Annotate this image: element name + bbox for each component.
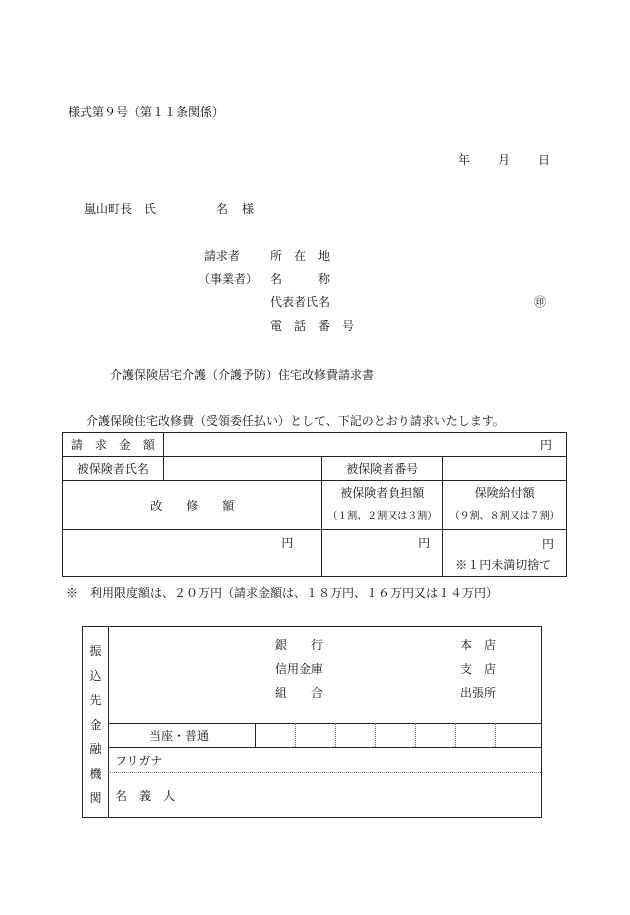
limit-note: ※ 利用限度額は、２０万円（請求金額は、１８万円、１６万円又は１４万円） xyxy=(66,586,499,600)
renovation-amount-field[interactable] xyxy=(63,530,322,577)
branch-type: 支 店 xyxy=(460,662,497,676)
request-table xyxy=(62,432,567,577)
seal-mark: ㊞ xyxy=(534,295,547,309)
insured-name-label: 被保険者氏名 xyxy=(63,457,164,481)
date-month-label: 月 xyxy=(498,153,511,167)
bank-type: 銀 行 xyxy=(275,638,324,652)
date-year-label: 年 xyxy=(458,153,471,167)
burden-header xyxy=(322,481,443,530)
benefit-amount-field[interactable] xyxy=(443,530,567,577)
yen-unit: 円 xyxy=(539,438,552,452)
claimant-label: 請求者 xyxy=(204,249,241,263)
rounding-note: ※１円未満切捨て xyxy=(455,558,552,572)
insured-name-field[interactable] xyxy=(163,457,322,481)
claim-amount-label: 請 求 金 額 xyxy=(63,433,164,457)
side-char: 金 xyxy=(89,717,102,732)
burden-label: 被保険者負担額 xyxy=(340,486,425,500)
furigana-label: フリガナ xyxy=(115,754,163,768)
claimant-name-label: 名 称 xyxy=(270,272,331,286)
bank-type-list xyxy=(275,633,323,705)
bank-type: 信用金庫 xyxy=(275,662,324,676)
account-type-label: 当座・普通 xyxy=(149,729,210,743)
bank-side-label xyxy=(83,639,108,811)
benefit-label: 保険給付額 xyxy=(474,486,535,500)
side-char: 関 xyxy=(89,791,102,805)
bank-box xyxy=(82,626,542,818)
yen-unit: 円 xyxy=(281,536,294,550)
addressee-honorific: 様 xyxy=(242,202,255,216)
account-number-field[interactable] xyxy=(255,723,541,747)
claimant-rep-label: 代表者氏名 xyxy=(270,295,331,309)
renovation-label: 改 修 額 xyxy=(63,481,322,530)
insured-number-field[interactable] xyxy=(443,457,567,481)
date-day-label: 日 xyxy=(538,153,551,167)
claimant-sublabel: （事業者） xyxy=(198,272,259,286)
burden-amount-field[interactable] xyxy=(322,530,443,577)
addressee-title: 嵐山町長 氏 xyxy=(84,202,157,216)
branch-type-list xyxy=(460,633,496,705)
yen-unit: 円 xyxy=(541,537,554,551)
form-number: 様式第９号（第１１条関係） xyxy=(68,105,225,119)
benefit-note: （９割、８割又は７割） xyxy=(449,511,560,522)
bank-type: 組 合 xyxy=(275,686,324,700)
side-char: 機 xyxy=(89,766,102,781)
claimant-address-label: 所 在 地 xyxy=(270,249,331,263)
burden-note: （１割、２割又は３割） xyxy=(327,511,438,522)
benefit-header xyxy=(443,481,567,530)
branch-type: 本 店 xyxy=(460,638,497,652)
yen-unit: 円 xyxy=(418,536,431,550)
claimant-phone-label: 電 話 番 号 xyxy=(270,319,355,333)
document-title: 介護保険居宅介護（介護予防）住宅改修費請求書 xyxy=(110,368,375,382)
side-char: 振 xyxy=(89,644,102,658)
intro-text: 介護保険住宅改修費（受領委任払い）として、下記のとおり請求いたします。 xyxy=(86,414,505,428)
side-char: 融 xyxy=(89,742,102,756)
side-char: 先 xyxy=(89,693,102,707)
branch-type: 出張所 xyxy=(460,686,497,700)
account-holder-label: 名 義 人 xyxy=(115,789,176,803)
addressee-name-label: 名 xyxy=(216,202,229,216)
claim-amount-field[interactable] xyxy=(163,433,566,457)
side-char: 込 xyxy=(89,668,102,683)
insured-number-label: 被保険者番号 xyxy=(322,457,443,481)
